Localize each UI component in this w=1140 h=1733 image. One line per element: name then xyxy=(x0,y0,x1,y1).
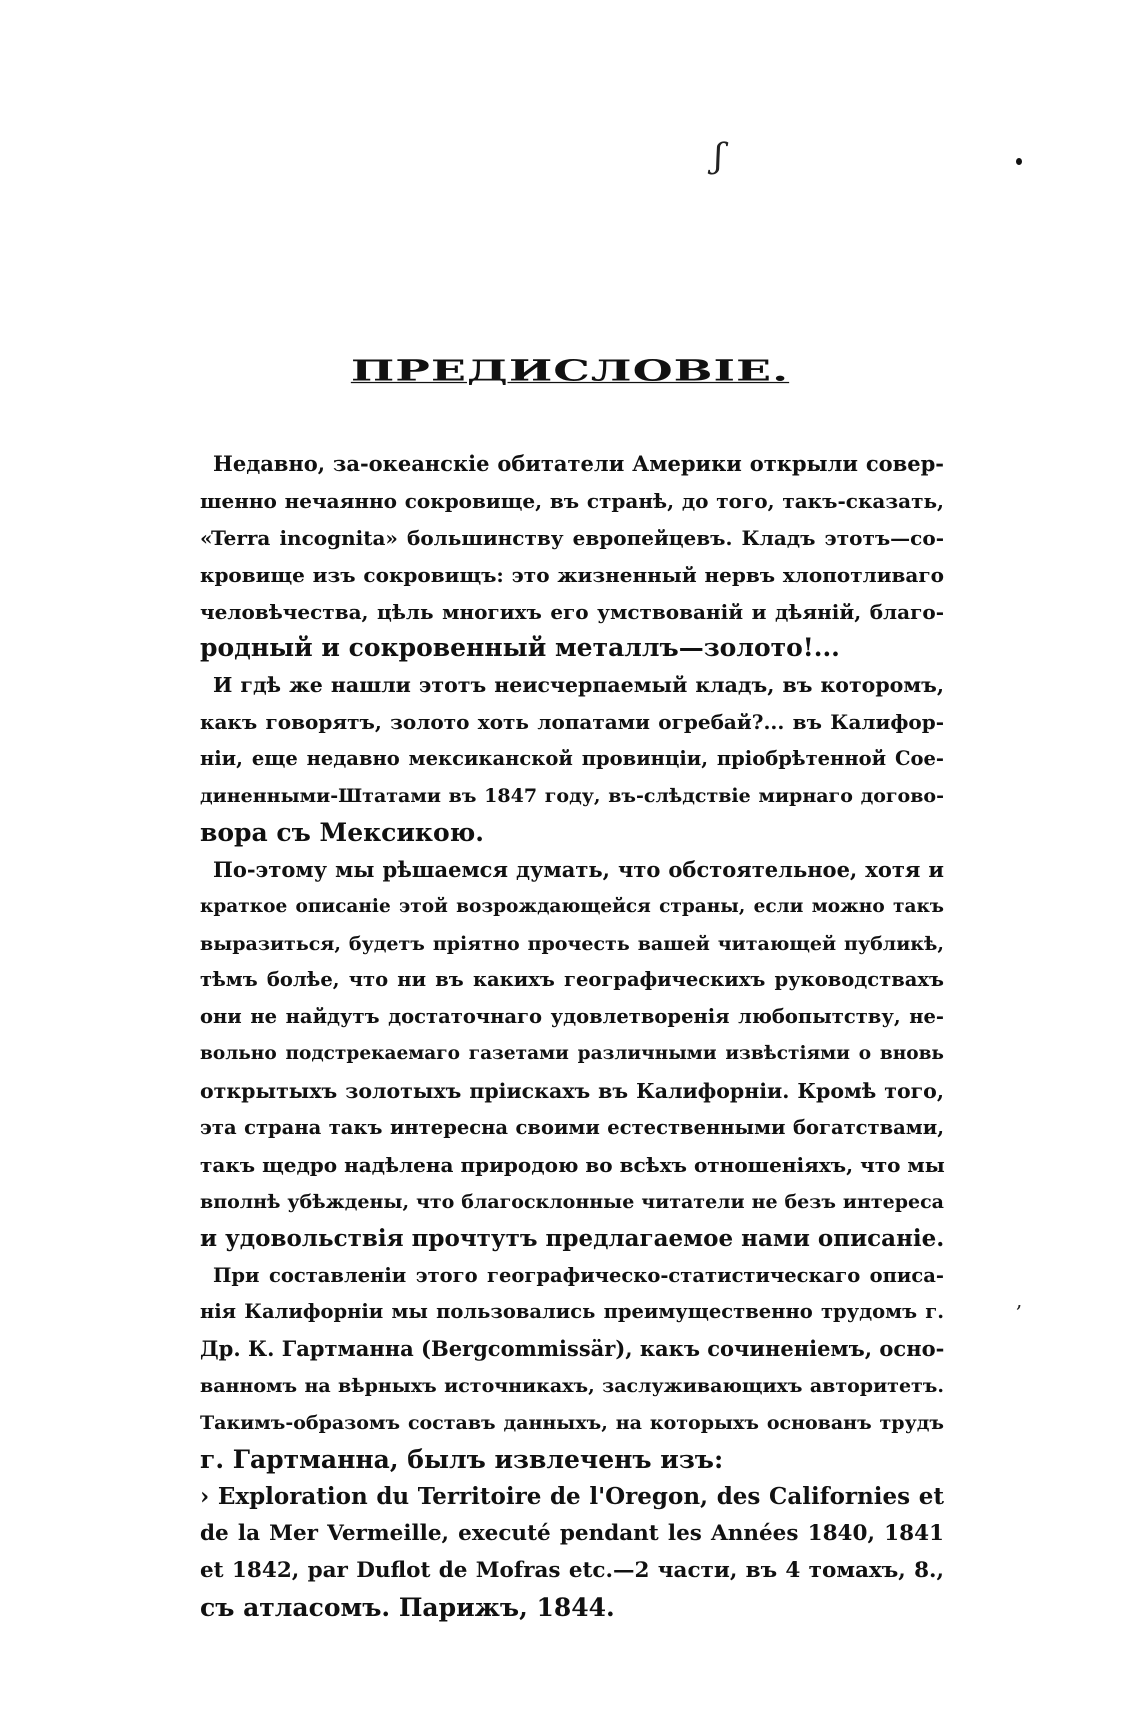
text-line: «Terra incognita» большинству европейцевъ. Кладъ этотъ—со- xyxy=(200,525,944,550)
text-line: ніи, еще недавно мексиканской провинціи, пріобрѣтенной Сое- xyxy=(200,747,944,771)
page-title: ПРЕДИСЛОВІЕ. xyxy=(350,354,790,388)
text-line: кровище изъ сокровищъ: это жизненный нервъ хлопотливаго xyxy=(200,562,944,587)
text-line: Недавно, за-океанскіе обитатели Америки открыли совер- xyxy=(213,451,944,476)
text-line: диненными-Штатами въ 1847 году, въ-слѣдствіе мирнаго догово- xyxy=(200,785,944,808)
text-line: съ атласомъ. Парижъ, 1844. xyxy=(200,1592,615,1622)
ink-mark-decoration: ʃ xyxy=(714,136,724,176)
text-line: По-этому мы рѣшаемся думать, что обстоятельное, хотя и xyxy=(213,856,944,882)
text-line: При составленіи этого географическо-статистическаго описа- xyxy=(213,1263,944,1287)
text-line: краткое описаніе этой возрождающейся страны, если можно такъ xyxy=(200,895,944,917)
ink-comma-decoration: , xyxy=(1016,1288,1023,1312)
text-line: вполнѣ убѣждены, что благосклонные читатели не безъ интереса xyxy=(200,1190,944,1213)
text-line: эта страна такъ интересна своими естественными богатствами, xyxy=(200,1116,944,1140)
text-line: et 1842, par Duflot de Mofras etc.—2 части, въ 4 томахъ, 8., xyxy=(200,1557,944,1583)
text-line: › Exploration du Territoire de l'Oregon, des Californies et xyxy=(200,1482,944,1510)
text-line: шенно нечаянно сокровище, въ странѣ, до того, такъ-сказать, xyxy=(200,488,944,513)
preface-body xyxy=(200,446,944,1627)
text-line: и удовольствія прочтутъ предлагаемое нами описаніе. xyxy=(200,1224,945,1252)
text-line: вольно подстрекаемаго газетами различными извѣстіями о вновь xyxy=(200,1043,944,1065)
text-line: родный и сокровенный металлъ—золото!... xyxy=(200,633,840,663)
text-line: выразиться, будетъ пріятно прочесть вашей читающей публикѣ, xyxy=(200,932,944,955)
text-line: какъ говорятъ, золото хоть лопатами огребай?... въ Калифор- xyxy=(200,710,944,735)
text-line: такъ щедро надѣлена природою во всѣхъ отношеніяхъ, что мы xyxy=(200,1152,945,1177)
text-line: И гдѣ же нашли этотъ неисчерпаемый кладъ, въ которомъ, xyxy=(213,673,944,698)
text-line: ванномъ на вѣрныхъ источникахъ, заслуживающихъ авторитетъ. xyxy=(200,1375,944,1398)
text-line: они не найдутъ достаточнаго удовлетворенія любопытству, не- xyxy=(200,1005,944,1029)
ink-dot-decoration xyxy=(1016,158,1022,165)
text-line: de la Mer Vermeille, executé pendant les Années 1840, 1841 xyxy=(200,1520,944,1546)
text-line: нія Калифорніи мы пользовались преимущественно трудомъ г. xyxy=(200,1300,944,1324)
text-line: вора съ Мексикою. xyxy=(200,817,484,847)
text-line: открытыхъ золотыхъ пріискахъ въ Калифорніи. Кромѣ того, xyxy=(200,1079,944,1104)
text-line: Такимъ-образомъ составъ данныхъ, на которыхъ основанъ трудъ xyxy=(200,1412,944,1435)
text-line: г. Гартманна, былъ извлеченъ изъ: xyxy=(200,1445,724,1475)
text-line: Др. К. Гартманна (Bergcommissär), какъ сочиненіемъ, осно- xyxy=(200,1336,945,1362)
text-line: человѣчества, цѣль многихъ его умствованій и дѣяній, благо- xyxy=(200,599,944,624)
text-line: тѣмъ болѣе, что ни въ какихъ географическихъ руководствахъ xyxy=(200,968,944,992)
